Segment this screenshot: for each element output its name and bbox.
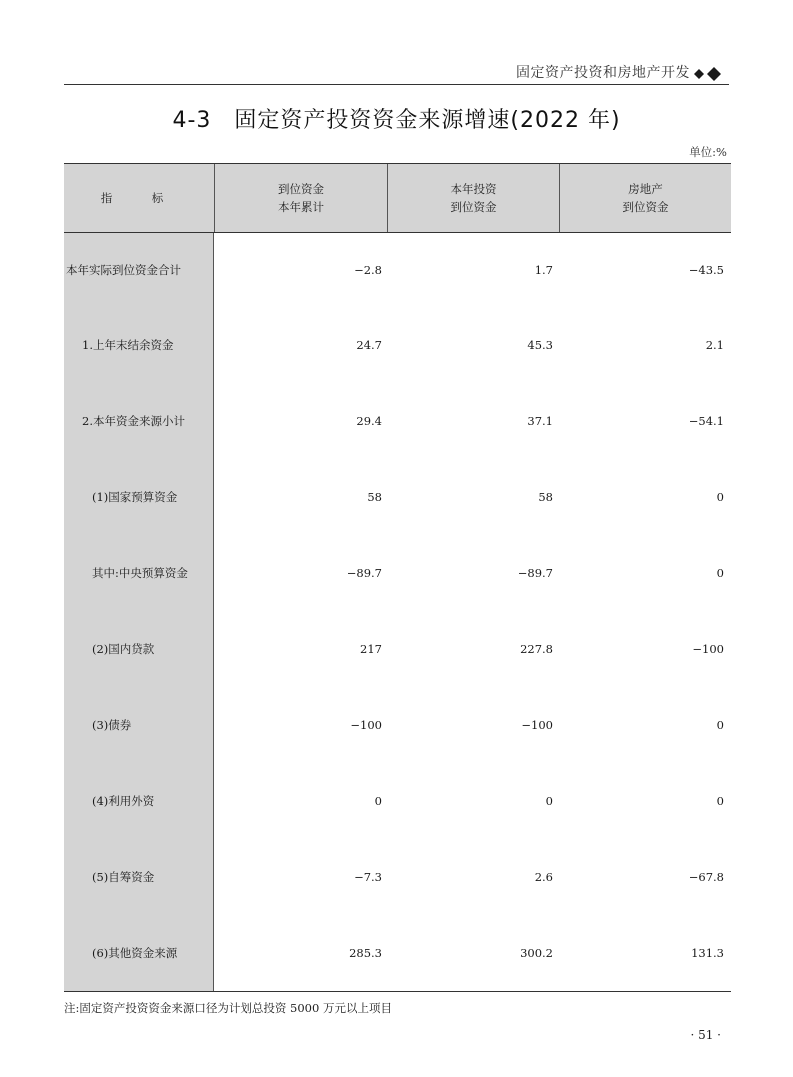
header-col3-line1: 房地产 xyxy=(628,182,663,196)
row-label: (6)其他资金来源 xyxy=(64,915,214,991)
cell-value: 29.4 xyxy=(356,414,382,428)
cell-value: −2.8 xyxy=(354,263,382,277)
cell-value: −100 xyxy=(350,718,382,732)
header-col-investment-funds xyxy=(387,164,559,232)
cell-value: −89.7 xyxy=(346,566,382,580)
cell-value: −43.5 xyxy=(688,263,724,277)
row-label: (4)利用外资 xyxy=(64,763,214,839)
cell-value: 0 xyxy=(716,794,724,808)
cell-value: 58 xyxy=(367,490,382,504)
cell-value: 37.1 xyxy=(527,414,553,428)
table-row xyxy=(64,307,731,383)
data-table xyxy=(64,163,731,992)
header-col-funds-ytd xyxy=(214,164,387,232)
cell-value: 45.3 xyxy=(527,338,553,352)
cell-value: 217 xyxy=(360,642,382,656)
diamond-ornament-icon xyxy=(693,66,727,82)
table-row xyxy=(64,459,731,535)
cell-value: 300.2 xyxy=(520,946,553,960)
cell-value: −67.8 xyxy=(688,870,724,884)
page-number: · 51 · xyxy=(690,1028,721,1042)
cell-value: −54.1 xyxy=(688,414,724,428)
row-label: (2)国内贷款 xyxy=(64,611,214,687)
header-col3-line2: 到位资金 xyxy=(622,200,669,214)
table-header xyxy=(64,163,731,233)
row-label: (1)国家预算资金 xyxy=(64,459,214,535)
header-indicator xyxy=(64,164,214,232)
table-row xyxy=(64,611,731,687)
header-indicator-label: 指 标 xyxy=(100,191,178,205)
header-col2-line1: 本年投资 xyxy=(450,182,497,196)
cell-value: 0 xyxy=(716,718,724,732)
cell-value: 1.7 xyxy=(534,263,553,277)
row-label: (5)自筹资金 xyxy=(64,839,214,915)
cell-value: 2.1 xyxy=(705,338,724,352)
cell-value: −100 xyxy=(521,718,553,732)
row-label: 2.本年资金来源小计 xyxy=(64,383,214,459)
cell-value: 0 xyxy=(374,794,382,808)
cell-value: −100 xyxy=(692,642,724,656)
unit-label: 单位:% xyxy=(689,145,727,159)
cell-value: 0 xyxy=(716,490,724,504)
header-col2-line2: 到位资金 xyxy=(450,200,497,214)
header-col1-line1: 到位资金 xyxy=(278,182,324,196)
running-header: 固定资产投资和房地产开发 xyxy=(516,65,690,81)
table-row xyxy=(64,839,731,915)
cell-value: 285.3 xyxy=(349,946,382,960)
table-body xyxy=(64,233,731,991)
header-col-real-estate-funds xyxy=(559,164,731,232)
cell-value: 58 xyxy=(538,490,553,504)
cell-value: −7.3 xyxy=(354,870,382,884)
row-label: 其中:中央预算资金 xyxy=(64,535,214,611)
row-label: 1.上年末结余资金 xyxy=(64,307,214,383)
table-row xyxy=(64,687,731,763)
row-label: 本年实际到位资金合计 xyxy=(64,233,214,307)
footnote: 注:固定资产投资资金来源口径为计划总投资 5000 万元以上项目 xyxy=(64,1001,392,1015)
page-title: 4-3 固定资产投资资金来源增速(2022 年) xyxy=(172,108,621,133)
table-row xyxy=(64,915,731,991)
cell-value: 0 xyxy=(545,794,553,808)
table-bottom-rule xyxy=(64,991,731,992)
header-rule xyxy=(64,84,729,85)
row-label: (3)债券 xyxy=(64,687,214,763)
table-row xyxy=(64,535,731,611)
table-row xyxy=(64,763,731,839)
table-row xyxy=(64,233,731,307)
cell-value: 131.3 xyxy=(691,946,724,960)
cell-value: 2.6 xyxy=(534,870,553,884)
cell-value: −89.7 xyxy=(517,566,553,580)
table-row xyxy=(64,383,731,459)
cell-value: 0 xyxy=(716,566,724,580)
header-col1-line2: 本年累计 xyxy=(278,200,324,214)
cell-value: 24.7 xyxy=(356,338,382,352)
cell-value: 227.8 xyxy=(520,642,553,656)
